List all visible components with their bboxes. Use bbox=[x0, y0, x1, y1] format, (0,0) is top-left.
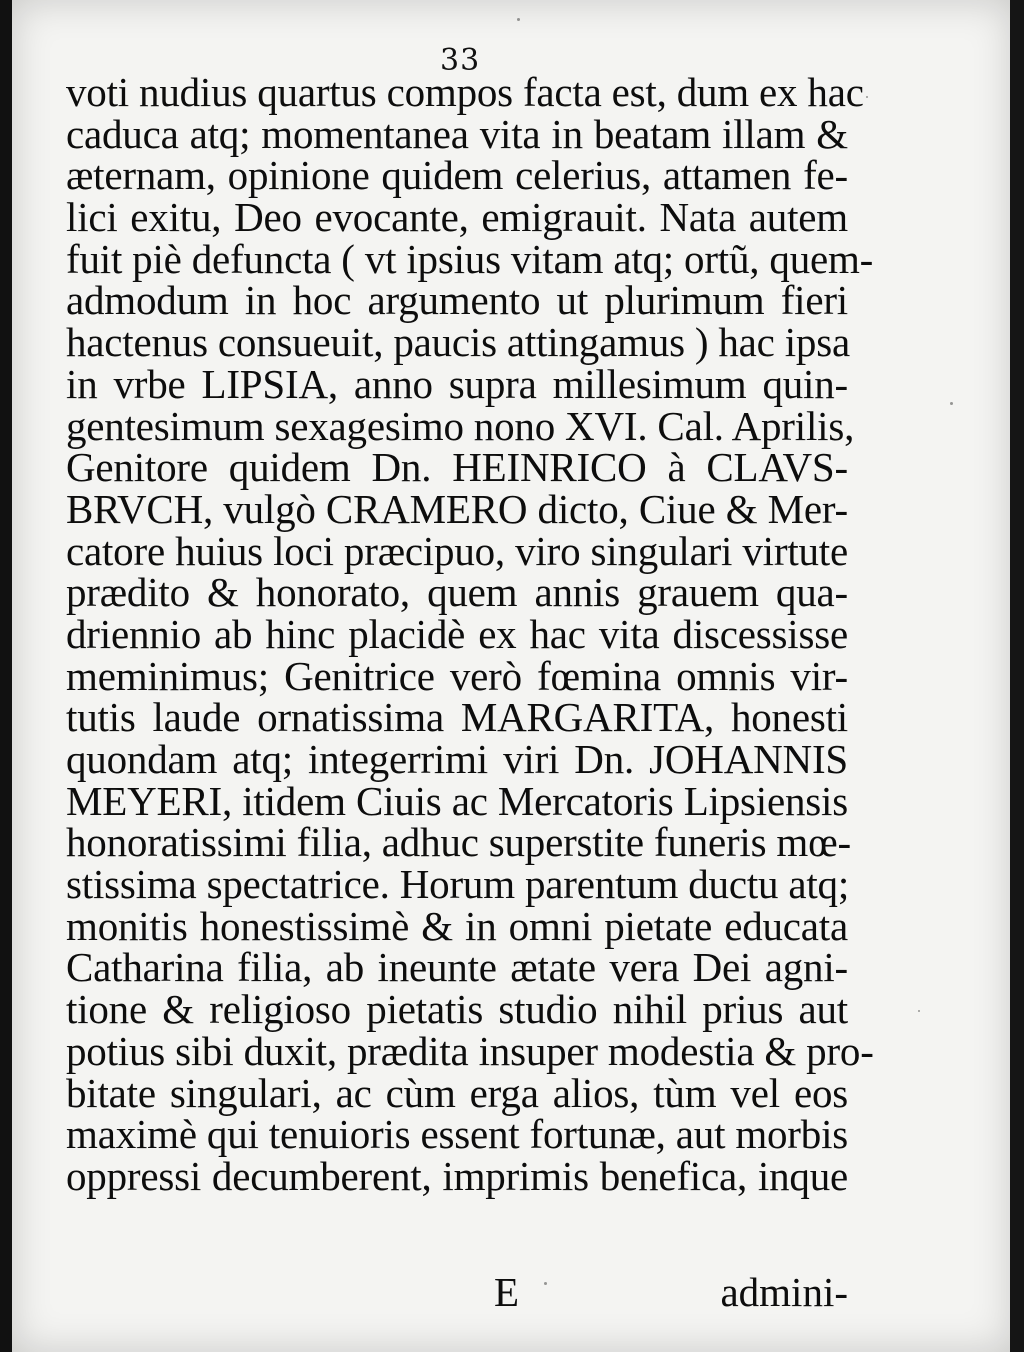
text-line: Catharina filia, ab ineunte ætate vera Dei agni- bbox=[66, 944, 848, 991]
text-line: driennio ab hinc placidè ex hac vita discessisse bbox=[66, 610, 848, 657]
scan-speck bbox=[950, 402, 953, 405]
text-line: MEYERI, itidem Ciuis ac Mercatoris Lipsiensis bbox=[66, 777, 848, 824]
text-line: æternam, opinione quidem celerius, attamen fe- bbox=[66, 152, 848, 199]
text-line: Genitore quidem Dn. HEINRICO à CLAVS- bbox=[66, 444, 848, 491]
text-line: gentesimum sexagesimo nono XVI. Cal. Aprilis, bbox=[66, 402, 855, 449]
catchword: admini- bbox=[720, 1269, 848, 1315]
text-line: prædito & honorato, quem annis grauem qua- bbox=[66, 569, 848, 616]
text-line: meminimus; Genitrice verò fœmina omnis vir- bbox=[66, 652, 848, 699]
text-line: stissima spectatrice. Horum parentum ductu atq; bbox=[66, 861, 850, 908]
text-line: quondam atq; integerrimi viri Dn. JOHANNIS bbox=[66, 736, 848, 782]
text-line: hactenus consueuit, paucis attingamus ) hac ipsa bbox=[66, 319, 850, 366]
text-line: lici exitu, Deo evocante, emigrauit. Nata autem bbox=[66, 194, 848, 241]
text-line: maximè qui tenuioris essent fortunæ, aut morbis bbox=[66, 1111, 849, 1158]
text-line: honoratissimi filia, adhuc superstite funeris mœ- bbox=[66, 819, 851, 866]
signature-mark: E bbox=[494, 1269, 520, 1315]
text-line: BRVCH, vulgò CRAMERO dicto, Ciue & Mer- bbox=[66, 485, 848, 532]
body-text bbox=[66, 69, 874, 1199]
text-line: tutis laude ornatissima MARGARITA, honesti bbox=[66, 694, 848, 741]
book-page bbox=[12, 0, 1012, 1352]
text-line: voti nudius quartus compos facta est, dum ex hac bbox=[66, 69, 864, 115]
right-scan-border bbox=[1010, 0, 1024, 1352]
page-footer bbox=[66, 1268, 848, 1318]
text-line: fuit piè defuncta ( vt ipsius vitam atq; ortũ, quem- bbox=[66, 235, 874, 282]
scan-speck bbox=[544, 1282, 547, 1285]
text-line: caduca atq; momentanea vita in beatam illam & bbox=[66, 110, 848, 157]
scan-speck bbox=[918, 1010, 920, 1012]
text-line: oppressi decumberent, imprimis benefica, inque bbox=[66, 1152, 848, 1199]
text-line: tione & religioso pietatis studio nihil prius aut bbox=[66, 986, 848, 1033]
scan-speck bbox=[866, 96, 868, 98]
page-number: 33 bbox=[440, 43, 481, 78]
text-line: potius sibi duxit, prædita insuper modestia & pro- bbox=[66, 1027, 874, 1074]
text-line: catore huius loci præcipuo, viro singulari virtute bbox=[66, 527, 848, 574]
text-line: in vrbe LIPSIA, anno supra millesimum quin- bbox=[66, 360, 848, 407]
text-line: admodum in hoc argumento ut plurimum fieri bbox=[66, 277, 848, 324]
text-line: bitate singulari, ac cùm erga alios, tùm vel eos bbox=[66, 1069, 848, 1116]
scan-speck bbox=[517, 18, 520, 21]
text-line: monitis honestissimè & in omni pietate educata bbox=[66, 902, 848, 949]
